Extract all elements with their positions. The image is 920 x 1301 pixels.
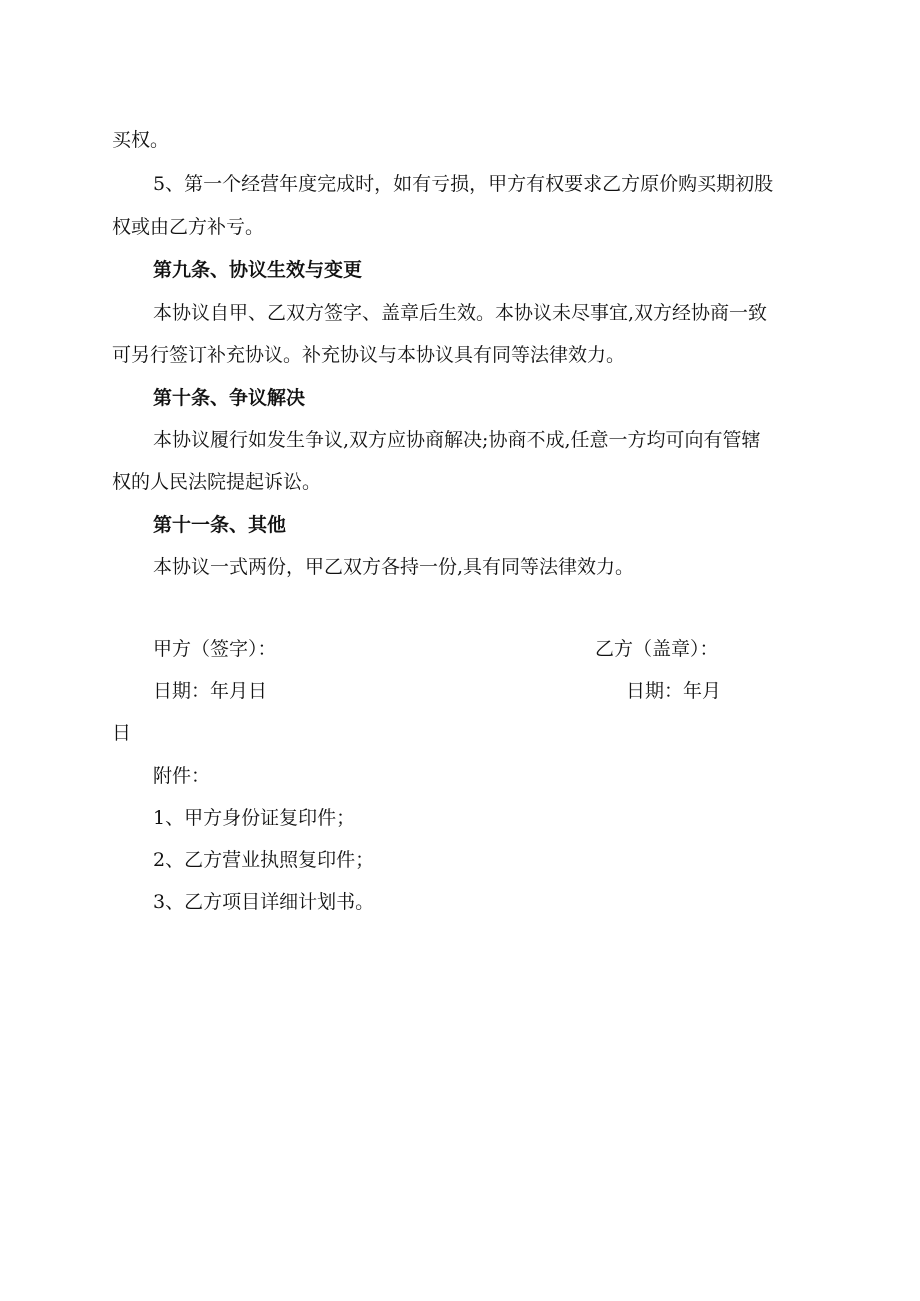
party-b-seal-label: 乙方（盖章）：	[595, 638, 719, 660]
party-b-date: 日期：年月	[626, 680, 722, 702]
article9-line1: 本协议自甲、乙双方签字、盖章后生效。本协议未尽事宜,双方经协商一致	[153, 302, 768, 324]
attachment-item: 1、甲方身份证复印件；	[153, 807, 356, 829]
article10-heading: 第十条、争议解决	[153, 387, 306, 409]
attachment-item: 3、乙方项目详细计划书。	[153, 891, 375, 913]
continuation-text: 买权。	[112, 129, 170, 151]
article11-heading: 第十一条、其他	[153, 514, 287, 536]
party-b-date-overflow: 日	[112, 722, 132, 744]
party-a-signature-label: 甲方（签字）：	[153, 638, 277, 660]
item5-line2: 权或由乙方补亏。	[112, 216, 265, 238]
attachment-item: 2、乙方营业执照复印件；	[153, 849, 375, 871]
attachments-label: 附件：	[153, 765, 211, 787]
article11-line1: 本协议一式两份，甲乙双方各持一份,具有同等法律效力。	[153, 556, 635, 578]
article9-line2: 可另行签订补充协议。补充协议与本协议具有同等法律效力。	[112, 344, 626, 366]
party-a-date: 日期：年月日	[153, 680, 268, 702]
article10-line1: 本协议履行如发生争议,双方应协商解决;协商不成,任意一方均可向有管辖	[153, 429, 761, 451]
article9-heading: 第九条、协议生效与变更	[153, 259, 363, 281]
article10-line2: 权的人民法院提起诉讼。	[112, 471, 322, 493]
item5-line1: 5、第一个经营年度完成时，如有亏损，甲方有权要求乙方原价购买期初股	[153, 173, 774, 195]
